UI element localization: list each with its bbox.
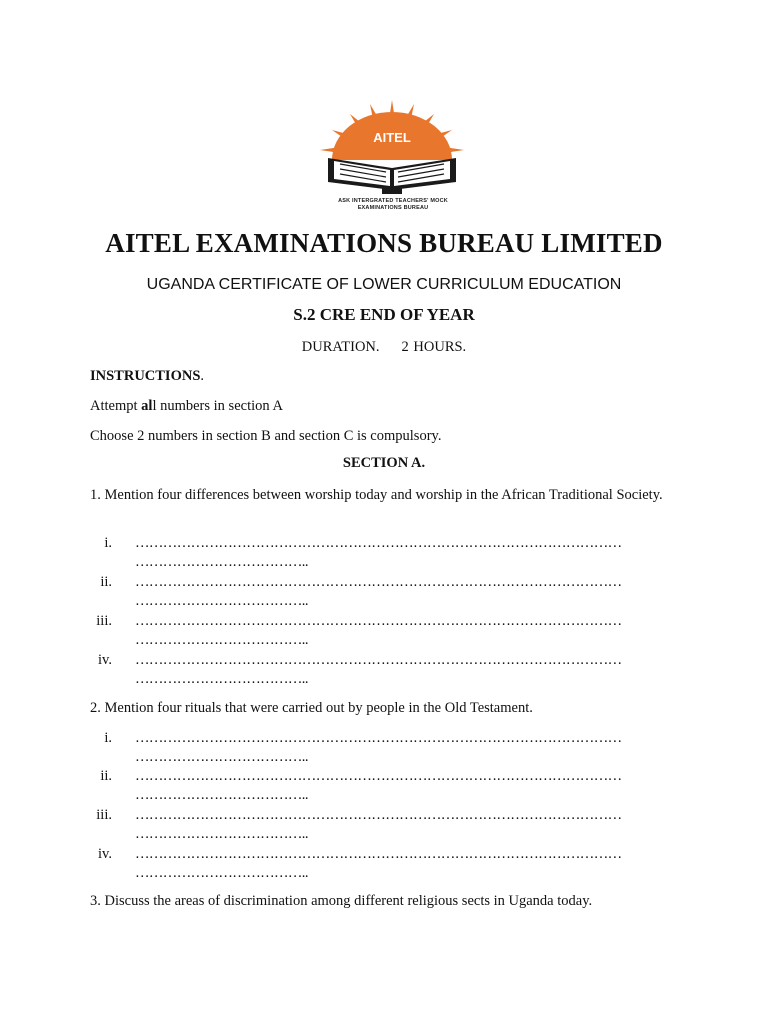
answer-dots: ……………………………….. [135,826,308,842]
answer-numeral: i. [104,730,112,746]
answer-dots: …………………………………………………………………………………………… [135,535,622,551]
logo-badge-text: AITEL [373,130,411,145]
logo-caption [318,198,468,212]
answer-dots: …………………………………………………………………………………………… [135,652,622,668]
logo-caption-line1: ASK INTERGRATED TEACHERS' MOCK [338,198,448,204]
answer-dots: …………………………………………………………………………………………… [135,846,622,862]
answer-dots: ……………………………….. [135,593,308,609]
duration-label: DURATION. [301,339,380,355]
answer-dots: ……………………………….. [135,671,308,687]
answer-dots: ……………………………….. [135,632,308,648]
answer-numeral: iii. [96,613,112,629]
answer-numeral: ii. [100,768,112,784]
answer-numeral: iii. [96,807,112,823]
answer-numeral: ii. [100,574,112,590]
answer-dots: ……………………………….. [135,787,308,803]
question-1: 1. Mention four differences between worship today and worship in the African Traditional Society. [90,487,663,503]
question-3: 3. Discuss the areas of discrimination among different religious sects in Uganda today. [90,893,593,909]
instruction-line-2: Choose 2 numbers in section B and section C is compulsory. [90,428,442,444]
instructions-heading-text: INSTRUCTIONS [90,368,201,384]
instruction-1-bold: al [141,398,153,414]
answer-dots: ……………………………….. [135,865,308,881]
page-subtitle: UGANDA CERTIFICATE OF LOWER CURRICULUM EDUCATION [146,276,622,293]
question-2: 2. Mention four rituals that were carried out by people in the Old Testament. [90,700,533,716]
answer-dots: ……………………………….. [135,749,308,765]
exam-name: S.2 CRE END OF YEAR [293,305,475,324]
answer-numeral: iv. [98,652,112,668]
section-a-heading: SECTION A. [342,455,426,471]
instruction-1-pre: Attempt [90,398,142,414]
duration-value: 2 HOURS. [401,339,467,355]
answer-dots: …………………………………………………………………………………………… [135,613,622,629]
answer-dots: …………………………………………………………………………………………… [135,768,622,784]
duration [0,339,768,356]
answer-dots: ……………………………….. [135,554,308,570]
answer-numeral: iv. [98,846,112,862]
answer-dots: …………………………………………………………………………………………… [135,807,622,823]
answer-dots: …………………………………………………………………………………………… [135,730,622,746]
page-title: AITEL EXAMINATIONS BUREAU LIMITED [105,228,663,258]
instruction-line-1 [90,396,690,416]
instructions-heading: INSTRUCTIONS. [90,368,205,384]
answer-dots: …………………………………………………………………………………………… [135,574,622,590]
instruction-1-post: l numbers in section A [152,398,283,414]
logo-caption-line2: EXAMINATIONS BUREAU [357,205,429,211]
answer-numeral: i. [104,535,112,551]
